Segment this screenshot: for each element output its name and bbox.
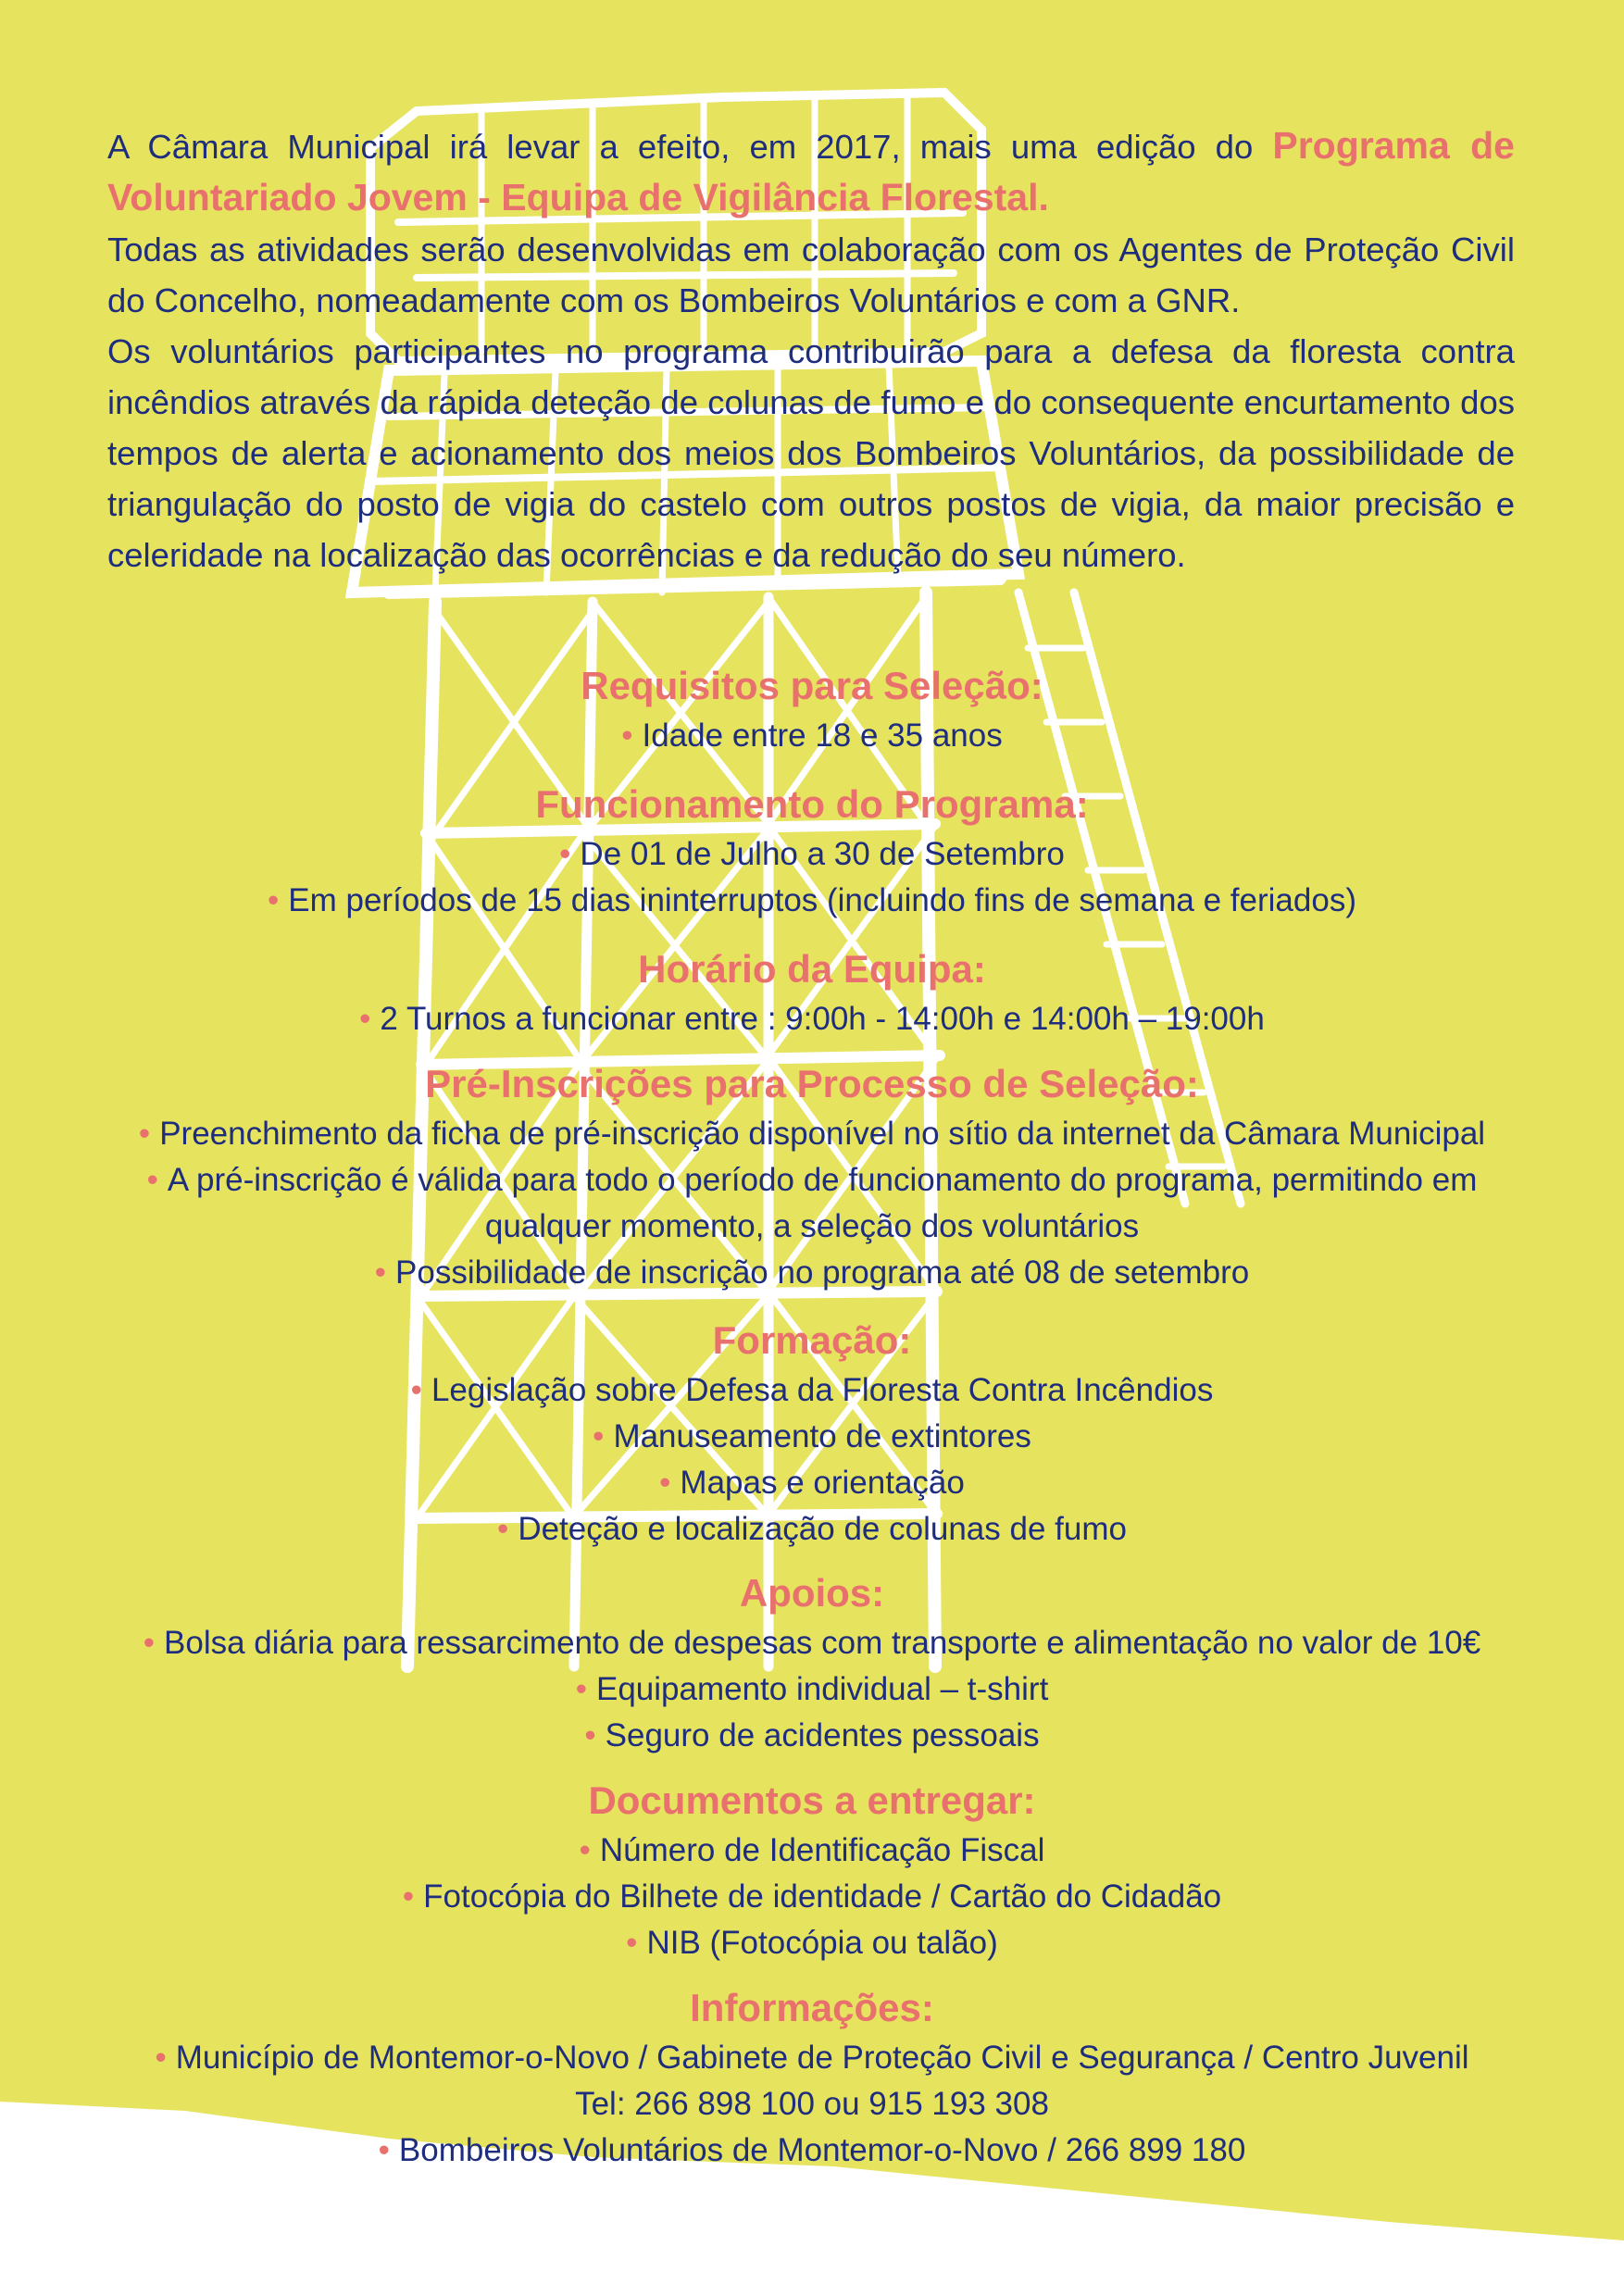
section-title: Requisitos para Seleção: [581, 664, 1043, 707]
section-title: Funcionamento do Programa: [535, 782, 1089, 826]
list-item: • Legislação sobre Defesa da Floresta Contra Incêndios [410, 1372, 1214, 1408]
section-horario [0, 942, 1624, 1042]
list-item: qualquer momento, a seleção dos voluntários [484, 1208, 1140, 1244]
section-title: Pré-Inscrições para Processo de Seleção: [425, 1062, 1199, 1105]
list-item: • Número de Identificação Fiscal [579, 1832, 1045, 1868]
intro-text [107, 120, 1515, 580]
list-item: • Manuseamento de extintores [593, 1418, 1031, 1454]
section-formacao [0, 1314, 1624, 1553]
list-item: • De 01 de Julho a 30 de Setembro [559, 836, 1065, 872]
list-item: • Possibilidade de inscrição no programa até 08 de setembro [374, 1254, 1250, 1291]
list-item: • Em períodos de 15 dias ininterruptos (incluindo fins de semana e feriados) [268, 882, 1356, 918]
list-item: • Fotocópia do Bilhete de identidade / Cartão do Cidadão [402, 1878, 1222, 1915]
list-item: Tel: 266 898 100 ou 915 193 308 [575, 2086, 1049, 2122]
list-item: • Bolsa diária para ressarcimento de despesas com transporte e alimentação no valor de 10€ [143, 1625, 1481, 1661]
section-title: Informações: [690, 1986, 934, 2029]
section-informacoes [0, 1981, 1624, 2174]
intro-lead: A Câmara Municipal irá levar a efeito, em 2017, mais uma edição do [107, 128, 1254, 166]
program-name: Programa de Voluntariado Jovem - Equipa de Vigilância Florestal. [107, 124, 1515, 218]
list-item: • Mapas e orientação [659, 1465, 965, 1501]
section-requisitos [0, 659, 1624, 759]
section-documentos [0, 1774, 1624, 1966]
section-title: Formação: [712, 1318, 912, 1362]
list-item: • Equipamento individual – t-shirt [575, 1671, 1049, 1707]
list-item: • Município de Montemor-o-Novo / Gabinete de Proteção Civil e Segurança / Centro Juvenil [155, 2040, 1469, 2076]
section-pre-inscricoes [0, 1057, 1624, 1296]
section-funcionamento [0, 778, 1624, 924]
list-item: • Preenchimento da ficha de pré-inscrição disponível no sítio da internet da Câmara Municipal [138, 1116, 1486, 1152]
list-item: • A pré-inscrição é válida para todo o período de funcionamento do programa, permitindo em [146, 1162, 1478, 1198]
section-title: Horário da Equipa: [638, 947, 986, 991]
intro-paragraph-3: Os voluntários participantes no programa contribuirão para a defesa da floresta contra incêndios através da rápida deteção de colunas de fumo e do consequente encurtamento dos tempos de alerta e acionamento dos meios dos Bombeiros Voluntários, da possibilidade de triangulação do posto de vigia do castelo com outros postos de vigia, da maior precisão e celeridade na localização das ocorrências e da redução do seu número. [107, 332, 1515, 574]
intro-paragraph-2: Todas as atividades serão desenvolvidas em colaboração com os Agentes de Proteção Civil do Concelho, nomeadamente com os Bombeiros Voluntários e com a GNR. [107, 231, 1515, 319]
list-item: • NIB (Fotocópia ou talão) [626, 1925, 998, 1961]
section-apoios [0, 1566, 1624, 1759]
list-item: • Deteção e localização de colunas de fumo [497, 1511, 1127, 1547]
list-item: • Seguro de acidentes pessoais [584, 1717, 1040, 1753]
section-title: Documentos a entregar: [588, 1778, 1036, 1822]
section-title: Apoios: [739, 1571, 885, 1615]
list-item: • 2 Turnos a funcionar entre : 9:00h - 14:00h e 14:00h – 19:00h [359, 1001, 1265, 1037]
list-item: • Idade entre 18 e 35 anos [621, 718, 1003, 754]
list-item: • Bombeiros Voluntários de Montemor-o-Novo / 266 899 180 [378, 2132, 1246, 2168]
